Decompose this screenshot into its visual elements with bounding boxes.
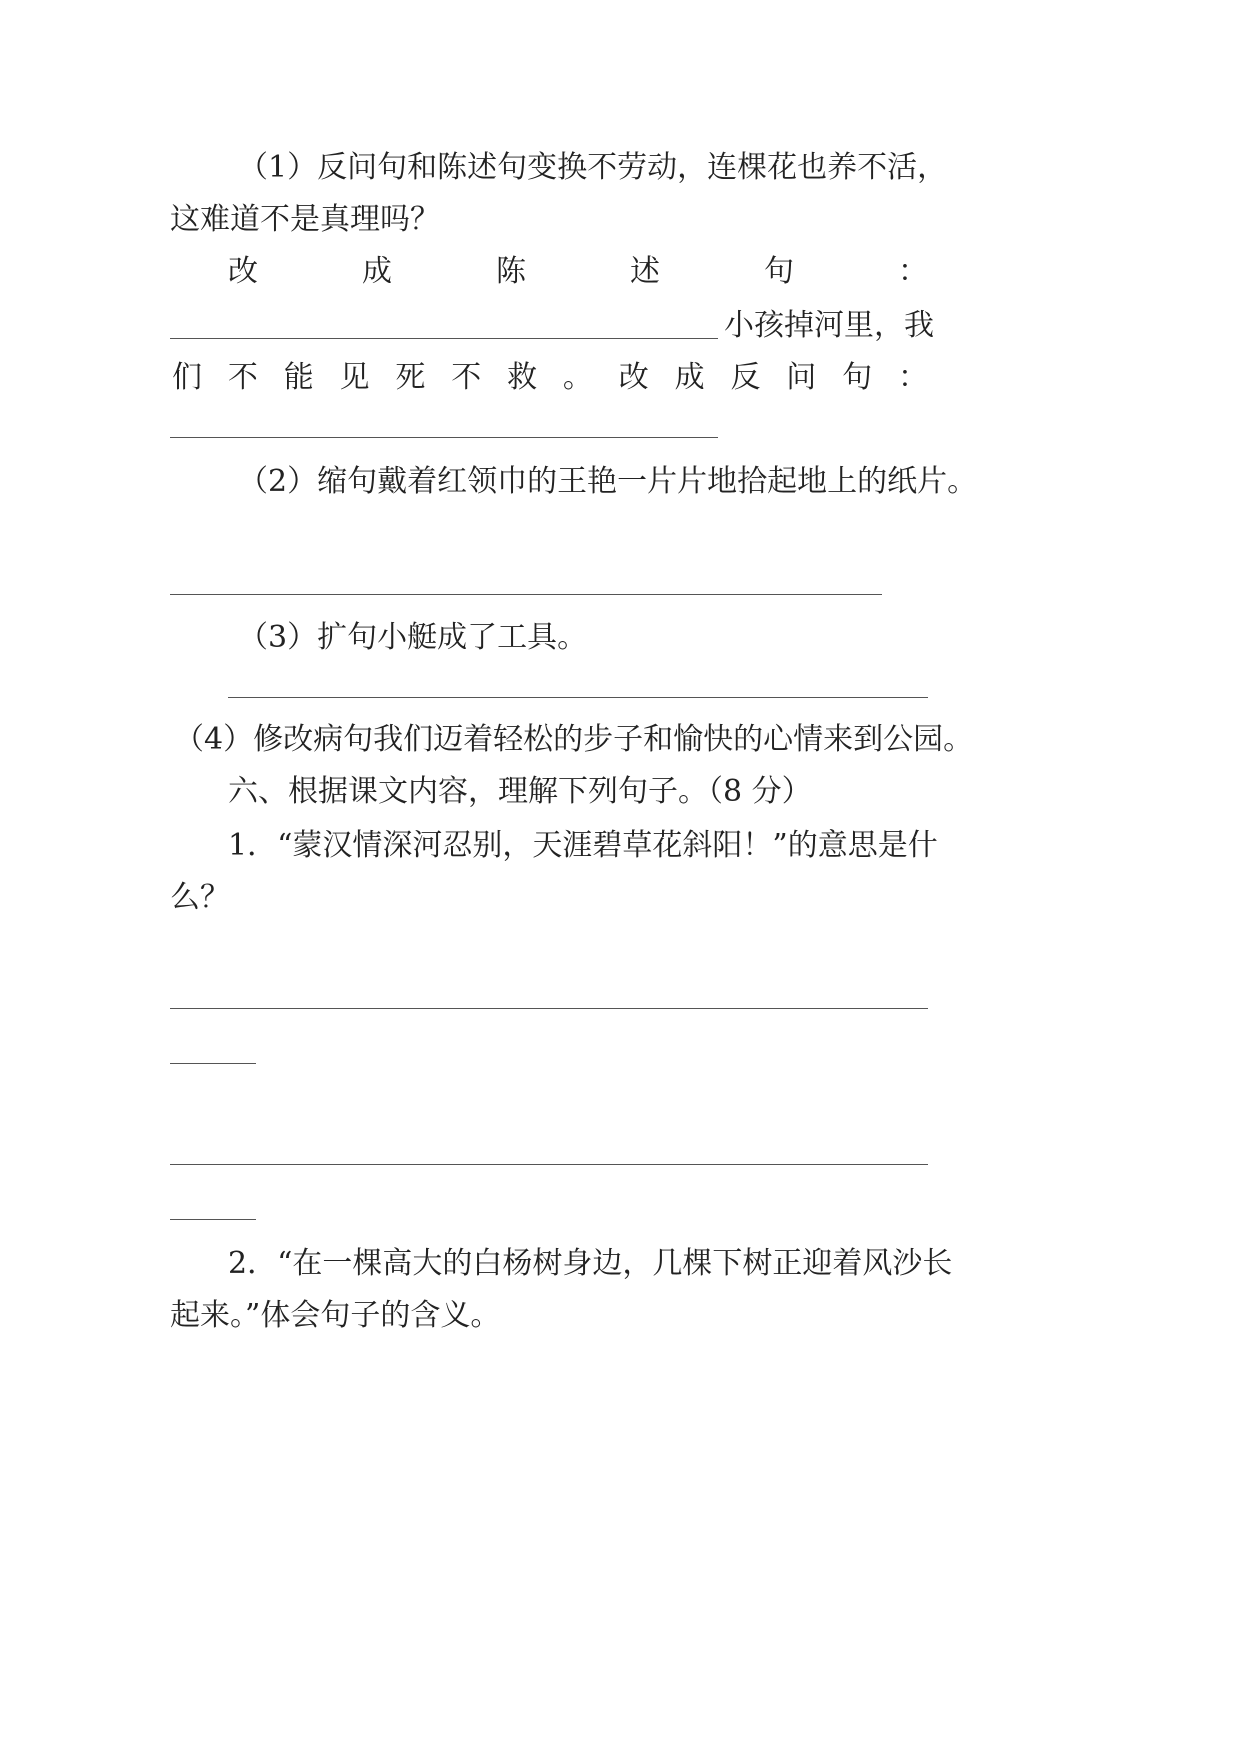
justified-char: ： — [898, 254, 928, 289]
justified-char: ： — [897, 360, 928, 395]
answer-line-q1a[interactable] — [170, 338, 718, 339]
justified-char: 反 — [730, 360, 761, 395]
answer-line-item1a-cont[interactable] — [170, 1063, 256, 1064]
q4-text: （4）修改病句我们迈着轻松的步子和愉快的心情来到公园。 — [174, 722, 974, 757]
justified-char: 改 — [618, 360, 649, 395]
justified-char: 改 — [228, 254, 258, 289]
justified-char: 述 — [630, 254, 660, 289]
justified-char: 死 — [395, 360, 426, 395]
section6-heading: 六、根据课文内容，理解下列句子。（8 分） — [228, 774, 812, 809]
answer-line-q2[interactable] — [170, 594, 882, 595]
justified-char: 们 — [172, 360, 202, 395]
q1-prompt-change-to-declarative — [228, 252, 928, 292]
justified-char: 问 — [786, 360, 817, 395]
section6-item2-line1: 2．“在一棵高大的白杨树身边，几棵下树正迎着风沙长 — [228, 1246, 953, 1281]
justified-char: 句 — [764, 254, 794, 289]
q1-line2: 这难道不是真理吗？ — [170, 202, 440, 237]
justified-char: 救 — [507, 360, 538, 395]
justified-char: 陈 — [496, 254, 526, 289]
answer-line-q3[interactable] — [228, 697, 928, 698]
justified-char: 见 — [339, 360, 370, 395]
q1-prompt-change-to-rhetorical — [172, 358, 928, 398]
justified-char: 能 — [283, 360, 314, 395]
justified-char: 成 — [674, 360, 705, 395]
answer-line-item1b[interactable] — [170, 1164, 928, 1165]
q1-line4-tail: 小孩掉河里，我 — [724, 308, 934, 343]
justified-char: 成 — [362, 254, 392, 289]
section6-item1-line2: 么？ — [170, 880, 230, 915]
section6-item2-line2: 起来。”体会句子的含义。 — [170, 1298, 501, 1333]
justified-char: 不 — [227, 360, 258, 395]
answer-line-item1a[interactable] — [170, 1008, 928, 1009]
answer-line-item1b-cont[interactable] — [170, 1219, 256, 1220]
justified-char: 不 — [451, 360, 482, 395]
q3-text: （3）扩句小艇成了工具。 — [238, 620, 588, 655]
answer-line-q1b[interactable] — [170, 437, 718, 438]
section6-item1-line1: 1．“蒙汉情深河忍别，天涯碧草花斜阳！”的意思是什 — [228, 828, 938, 863]
justified-char: 句 — [842, 360, 873, 395]
q2-text: （2）缩句戴着红领巾的王艳一片片地拾起地上的纸片。 — [238, 464, 978, 499]
q1-line1: （1）反问句和陈述句变换不劳动，连棵花也养不活， — [238, 150, 948, 185]
justified-char: 。 — [562, 360, 593, 395]
